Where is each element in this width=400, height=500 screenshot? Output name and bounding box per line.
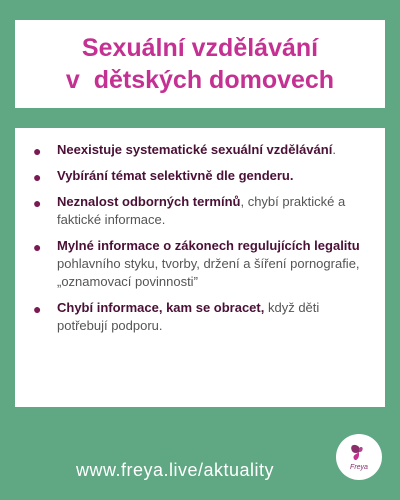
bullet-list [31,141,373,335]
bullet-item [31,299,373,335]
title-line-1: Sexuální vzdělávání [81,34,319,62]
bullet-dot-icon: ● [33,143,42,159]
bullet-dot-icon: ● [33,169,42,185]
bullet-dot-icon: ● [33,301,42,317]
bullet-item [31,193,373,229]
bullet-item [31,237,373,291]
bullet-item [31,167,373,185]
freya-logo[interactable] [336,434,382,480]
bullet-bold: Neexistuje systematické sexuální vzdělávání [57,142,333,157]
bullet-rest: , chybí praktické a faktické informace. [57,194,346,227]
logo-text: Freya [350,463,368,471]
bullet-bold: Mylné informace o zákonech regulujících legalitu [57,238,360,253]
content-box [15,128,385,407]
butterfly-icon [349,443,369,463]
bullet-dot-icon: ● [33,195,42,211]
footer-url-link[interactable]: www.freya.live/aktuality [75,460,275,480]
bullet-dot-icon: ● [33,239,42,255]
bullet-bold: Chybí informace, kam se obracet, [57,300,265,315]
bullet-item [31,141,373,159]
bullet-rest: pohlavního styku, tvorby, držení a šíření pornografie, „oznamovací povinnosti” [57,256,360,289]
bullet-bold: Vybírání témat selektivně dle genderu. [57,168,294,183]
bullet-bold: Neznalost odborných termínů [57,194,241,209]
title-line-2: v dětských domovech [65,66,335,94]
title-box [15,20,385,108]
bullet-rest: . [332,142,336,157]
bullet-rest: když děti potřebují podporu. [57,300,320,333]
